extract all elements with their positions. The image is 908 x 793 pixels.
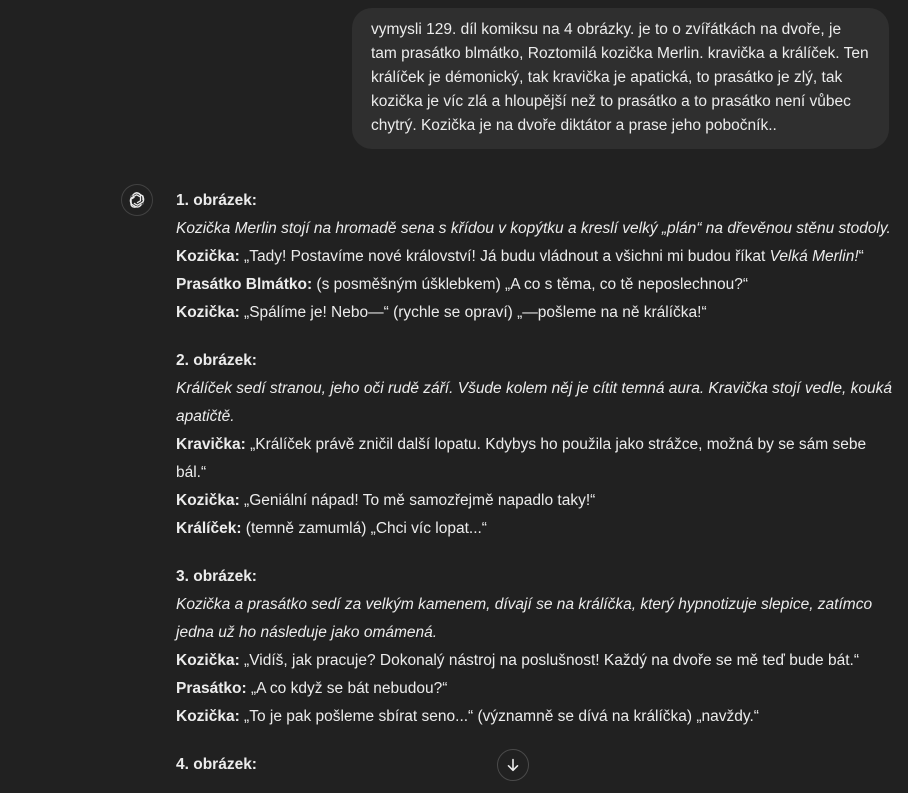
dialogue-line xyxy=(176,431,892,487)
dialogue-text: „Geniální nápad! To mě samozřejmě napadlo taky!“ xyxy=(239,492,596,509)
dialogue-text: „Králíček právě zničil další lopatu. Kdybys ho použila jako strážce, možná by se sám sebe bál.“ xyxy=(176,436,867,481)
panel-title: 4. obrázek: xyxy=(176,756,257,773)
panel-section-4 xyxy=(176,751,892,779)
dialogue-line xyxy=(176,647,892,675)
speaker-label: Prasátko Blmátko: xyxy=(176,276,313,293)
speaker-label: Kozička: xyxy=(176,304,240,321)
panel-title: 1. obrázek: xyxy=(176,192,257,209)
dialogue-line xyxy=(176,271,892,299)
dialogue-line xyxy=(176,703,892,731)
dialogue-emphasis: Velká Merlin! xyxy=(769,248,859,265)
panel-scene: Kozička Merlin stojí na hromadě sena s křídou v kopýtku a kreslí velký „plán“ na dřevěnou stěnu stodoly. xyxy=(176,220,891,237)
speaker-label: Kozička: xyxy=(176,492,240,509)
dialogue-text: (temně zamumlá) „Chci víc lopat...“ xyxy=(241,520,487,537)
dialogue-line xyxy=(176,299,892,327)
dialogue-text: (s posměšným úšklebkem) „A co s těma, co tě neposlechnou?“ xyxy=(312,276,749,293)
speaker-label: Kozička: xyxy=(176,652,240,669)
openai-logo-icon xyxy=(121,184,153,216)
arrow-down-icon xyxy=(505,757,521,773)
panel-title: 3. obrázek: xyxy=(176,568,257,585)
dialogue-text: „Spálíme je! Nebo—“ (rychle se opraví) „—pošleme na ně králíčka!“ xyxy=(239,304,707,321)
dialogue-line xyxy=(176,487,892,515)
dialogue-text: „Tady! Postavíme nové království! Já budu vládnout a všichni mi budou říkat xyxy=(239,248,770,265)
dialogue-line xyxy=(176,243,892,271)
panel-section-2 xyxy=(176,347,892,543)
dialogue-line xyxy=(176,675,892,703)
speaker-label: Kravička: xyxy=(176,436,246,453)
speaker-label: Kozička: xyxy=(176,708,240,725)
dialogue-text-end: “ xyxy=(858,248,864,265)
speaker-label: Prasátko: xyxy=(176,680,247,697)
assistant-message xyxy=(176,187,892,793)
speaker-label: Králíček: xyxy=(176,520,242,537)
dialogue-line xyxy=(176,515,892,543)
user-message-text: vymysli 129. díl komiksu na 4 obrázky. je to o zvířátkách na dvoře, je tam prasátko blmátko, Roztomilá kozička Merlin. kravička a králíček. Ten králíček je démonický, tak kravička je apatická, to prasátko je zlý, tak kozička je víc zlá a hloupější než to prasátko a to prasátko není vůbec chytrý. Kozička je na dvoře diktátor a prase jeho pobočník.. xyxy=(371,21,869,134)
dialogue-text: „Vidíš, jak pracuje? Dokonalý nástroj na poslušnost! Každý na dvoře se mě teď bude bát.“ xyxy=(239,652,860,669)
speaker-label: Kozička: xyxy=(176,248,240,265)
panel-title: 2. obrázek: xyxy=(176,352,257,369)
scroll-to-bottom-button[interactable] xyxy=(497,749,529,781)
dialogue-text: „A co když se bát nebudou?“ xyxy=(246,680,448,697)
user-message-bubble xyxy=(352,8,889,149)
panel-scene: Králíček sedí stranou, jeho oči rudě září. Všude kolem něj je cítit temná aura. Kravička stojí vedle, kouká apatičtě. xyxy=(176,380,892,425)
panel-section-1 xyxy=(176,187,892,327)
panel-section-3 xyxy=(176,563,892,731)
panel-scene: Kozička a prasátko sedí za velkým kamenem, dívají se na králíčka, který hypnotizuje slepice, zatímco jedna už ho následuje jako omámená. xyxy=(176,596,873,641)
dialogue-text: „To je pak pošleme sbírat seno...“ (významně se dívá na králíčka) „navždy.“ xyxy=(239,708,759,725)
